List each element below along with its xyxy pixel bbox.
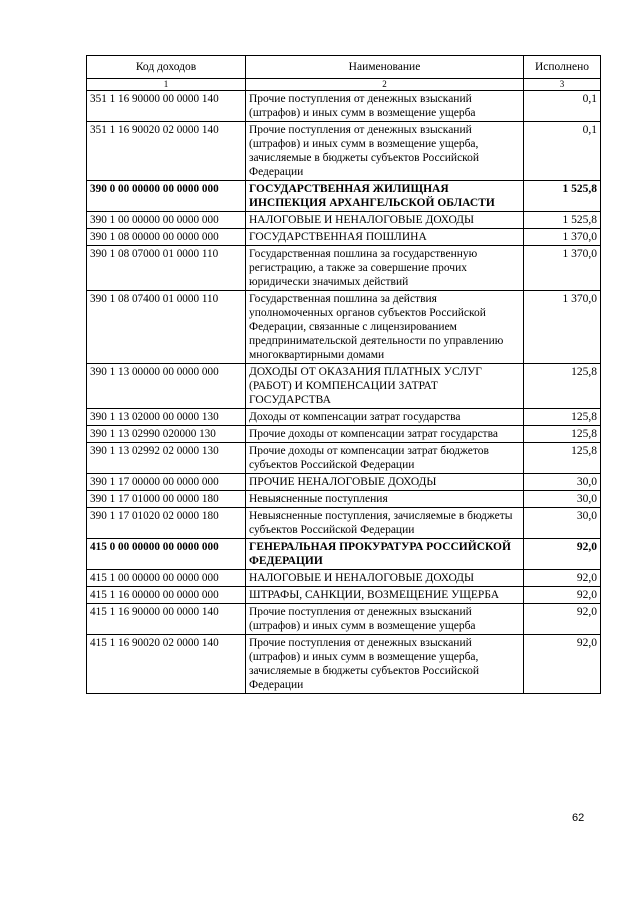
executed-value: 30,0 [524,508,601,539]
executed-value: 30,0 [524,474,601,491]
income-code: 390 1 13 02990 020000 130 [87,426,246,443]
income-code: 390 1 08 07000 01 0000 110 [87,246,246,291]
income-code: 390 1 13 00000 00 0000 000 [87,364,246,409]
executed-value: 0,1 [524,91,601,122]
executed-value: 1 525,8 [524,181,601,212]
income-code: 390 0 00 00000 00 0000 000 [87,181,246,212]
table-row [87,491,601,508]
table-row [87,212,601,229]
table-row [87,426,601,443]
income-name: Невыясненные поступления, зачисляемые в бюджеты субъектов Российской Федерации [246,508,524,539]
revenue-table [86,55,601,694]
income-code: 390 1 08 00000 00 0000 000 [87,229,246,246]
table-row [87,229,601,246]
income-name: ПРОЧИЕ НЕНАЛОГОВЫЕ ДОХОДЫ [246,474,524,491]
executed-value: 92,0 [524,539,601,570]
column-number: 2 [246,79,524,91]
income-code: 415 1 16 90020 02 0000 140 [87,635,246,694]
table-row [87,91,601,122]
executed-value: 30,0 [524,491,601,508]
income-name: Невыясненные поступления [246,491,524,508]
executed-value: 92,0 [524,587,601,604]
executed-value: 1 370,0 [524,291,601,364]
executed-value: 92,0 [524,604,601,635]
executed-value: 1 370,0 [524,229,601,246]
income-name: Прочие поступления от денежных взысканий (штрафов) и иных сумм в возмещение ущерба [246,91,524,122]
income-name: Государственная пошлина за государственную регистрацию, а также за совершение прочих юридически значимых действий [246,246,524,291]
income-name: ГЕНЕРАЛЬНАЯ ПРОКУРАТУРА РОССИЙСКОЙ ФЕДЕРАЦИИ [246,539,524,570]
column-number: 1 [87,79,246,91]
header-executed: Исполнено [524,56,601,79]
table-row [87,539,601,570]
income-code: 390 1 13 02992 02 0000 130 [87,443,246,474]
column-number-row [87,79,601,91]
income-name: НАЛОГОВЫЕ И НЕНАЛОГОВЫЕ ДОХОДЫ [246,212,524,229]
income-name: ДОХОДЫ ОТ ОКАЗАНИЯ ПЛАТНЫХ УСЛУГ (РАБОТ) И КОМПЕНСАЦИИ ЗАТРАТ ГОСУДАРСТВА [246,364,524,409]
table-row [87,443,601,474]
income-name: Прочие доходы от компенсации затрат государства [246,426,524,443]
income-name: Прочие поступления от денежных взысканий (штрафов) и иных сумм в возмещение ущерба [246,604,524,635]
income-name: Государственная пошлина за действия уполномоченных органов субъектов Российской Федерации, связанные с лицензированием предпринимательской деятельности по управлению многоквартирными домами [246,291,524,364]
income-code: 390 1 17 01000 00 0000 180 [87,491,246,508]
table-row [87,364,601,409]
income-code: 415 1 16 90000 00 0000 140 [87,604,246,635]
table-row [87,122,601,181]
table-row [87,474,601,491]
executed-value: 92,0 [524,635,601,694]
table-row [87,635,601,694]
income-code: 351 1 16 90020 02 0000 140 [87,122,246,181]
executed-value: 1 370,0 [524,246,601,291]
executed-value: 125,8 [524,364,601,409]
income-code: 415 1 00 00000 00 0000 000 [87,570,246,587]
income-code: 390 1 00 00000 00 0000 000 [87,212,246,229]
income-name: Доходы от компенсации затрат государства [246,409,524,426]
header-name: Наименование [246,56,524,79]
table-row [87,587,601,604]
income-code: 415 1 16 00000 00 0000 000 [87,587,246,604]
page-number: 62 [572,812,585,824]
executed-value: 92,0 [524,570,601,587]
income-name: Прочие доходы от компенсации затрат бюджетов субъектов Российской Федерации [246,443,524,474]
income-code: 390 1 17 00000 00 0000 000 [87,474,246,491]
table-row [87,181,601,212]
column-number: 3 [524,79,601,91]
income-code: 415 0 00 00000 00 0000 000 [87,539,246,570]
executed-value: 125,8 [524,443,601,474]
table-row [87,508,601,539]
table-row [87,246,601,291]
income-name: Прочие поступления от денежных взысканий (штрафов) и иных сумм в возмещение ущерба, зачисляемые в бюджеты субъектов Российской Федерации [246,122,524,181]
income-name: ГОСУДАРСТВЕННАЯ ЖИЛИЩНАЯ ИНСПЕКЦИЯ АРХАНГЕЛЬСКОЙ ОБЛАСТИ [246,181,524,212]
income-code: 390 1 13 02000 00 0000 130 [87,409,246,426]
header-row [87,56,601,79]
executed-value: 0,1 [524,122,601,181]
table-row [87,291,601,364]
table-row [87,570,601,587]
income-name: НАЛОГОВЫЕ И НЕНАЛОГОВЫЕ ДОХОДЫ [246,570,524,587]
income-code: 390 1 08 07400 01 0000 110 [87,291,246,364]
executed-value: 125,8 [524,426,601,443]
income-name: ГОСУДАРСТВЕННАЯ ПОШЛИНА [246,229,524,246]
executed-value: 125,8 [524,409,601,426]
income-name: ШТРАФЫ, САНКЦИИ, ВОЗМЕЩЕНИЕ УЩЕРБА [246,587,524,604]
income-code: 390 1 17 01020 02 0000 180 [87,508,246,539]
income-code: 351 1 16 90000 00 0000 140 [87,91,246,122]
income-name: Прочие поступления от денежных взысканий (штрафов) и иных сумм в возмещение ущерба, зачисляемые в бюджеты субъектов Российской Федерации [246,635,524,694]
table-row [87,604,601,635]
header-code: Код доходов [87,56,246,79]
table-row [87,409,601,426]
executed-value: 1 525,8 [524,212,601,229]
